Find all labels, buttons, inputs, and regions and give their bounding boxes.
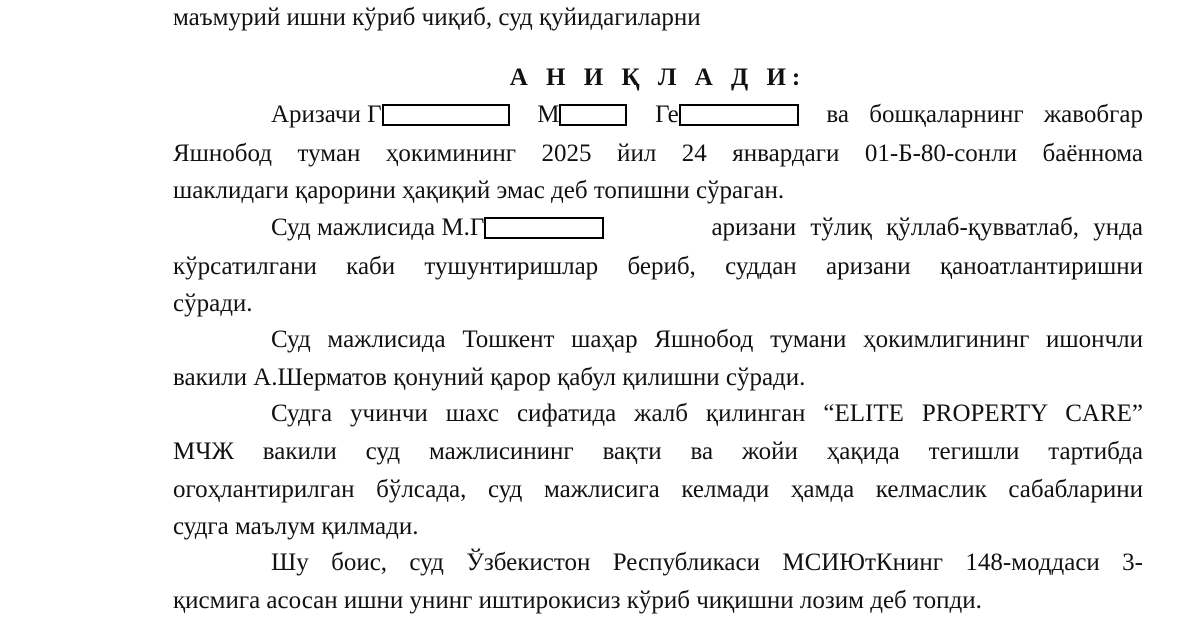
redaction-box — [679, 104, 799, 126]
text: Ге — [655, 101, 679, 128]
text-segment — [537, 100, 627, 130]
text: М — [537, 101, 560, 128]
text-segment — [271, 213, 604, 243]
text: аризани тўлиқ қўллаб-қувватлаб, унда — [711, 214, 1143, 241]
text-line: судга маълум қилмади. — [173, 513, 419, 540]
text-line — [271, 100, 1143, 130]
text-line: огоҳлантирилган бўлсада, суд мажлисига келмади ҳамда келмаслик сабабларини — [173, 476, 1143, 503]
text-segment — [271, 100, 510, 130]
text-line: кўрсатилгани каби тушунтиришлар бериб, суддан аризани қаноатлантиришни — [173, 253, 1143, 280]
text-line: сўради. — [173, 290, 253, 317]
text-line: МЧЖ вакили суд мажлисининг вақти ва жойи ҳақида тегишли тартибда — [173, 438, 1143, 465]
text-line: Судга учинчи шахс сифатида жалб қилинган “ELITE PROPERTY CARE” — [271, 400, 1143, 427]
text: Аризачи Г — [271, 101, 382, 128]
redaction-box — [559, 104, 627, 126]
text-line — [173, 3, 1143, 33]
redaction-box — [484, 217, 604, 239]
text-line: шаклидаги қарорини ҳақиқий эмас деб топишни сўраган. — [173, 177, 785, 204]
text: маъмурий ишни кўриб чиқиб, суд қуйидагиларни — [173, 4, 701, 31]
text: ва бошқаларнинг жавобгар — [826, 101, 1143, 128]
text-line: Суд мажлисида Тошкент шаҳар Яшнобод тумани ҳокимлигининг ишончли — [271, 326, 1143, 353]
text-line — [271, 213, 1143, 243]
text-line: Шу боис, суд Ўзбекистон Республикаси МСИЮтКнинг 148-моддаси 3- — [271, 549, 1143, 576]
text-line: вакили А.Шерматов қонуний қарор қабул қилишни сўради. — [173, 364, 806, 391]
section-heading: А Н И Қ Л А Д И: — [509, 64, 807, 91]
text: Суд мажлисида М.Г — [271, 214, 485, 241]
text-line: қисмига асосан ишни унинг иштирокисиз кўриб чиқишни лозим деб топди. — [173, 587, 982, 614]
text-segment — [655, 100, 799, 130]
text-line: Яшнобод туман ҳокимининг 2025 йил 24 январдаги 01-Б-80-сонли баённома — [173, 140, 1143, 167]
redaction-box — [382, 104, 510, 126]
